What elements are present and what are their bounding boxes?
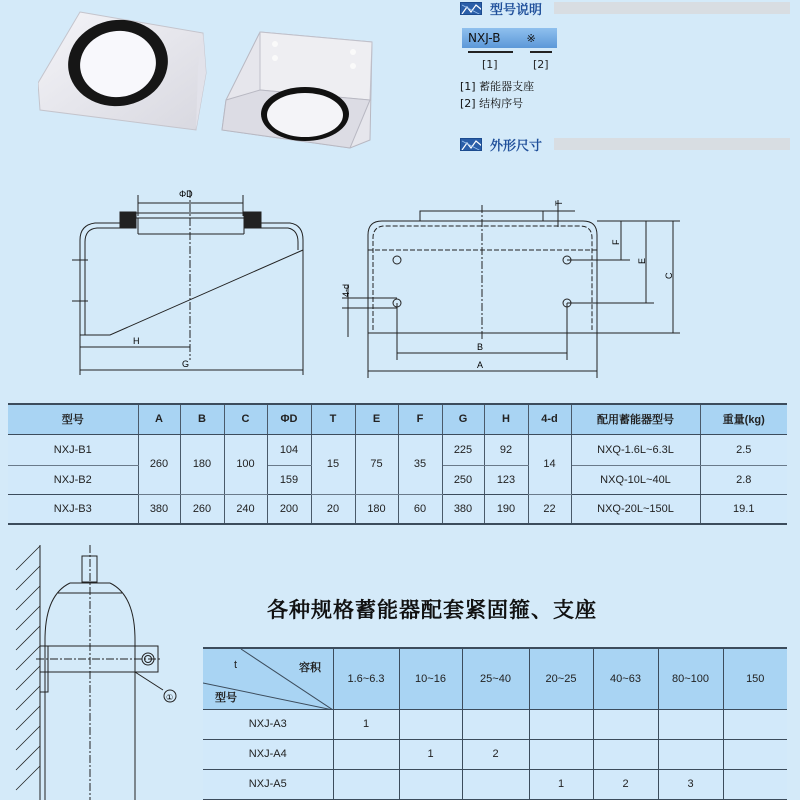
col-header: C [224,404,267,434]
cell-model: NXJ-A3 [203,709,333,739]
col-header: T [311,404,355,434]
legend-item-2: [2] 结构序号 [460,97,524,110]
cell-D: 159 [267,465,311,494]
corner-label-t: t [234,659,238,671]
dim-label-A: A [477,360,484,370]
section-title: 型号说明 [490,2,543,18]
col-header: H [484,404,528,434]
col-header: F [398,404,442,434]
cell-value [593,709,658,739]
table-row [203,739,787,769]
cell-4d: 22 [528,494,571,524]
cell-value [399,769,462,799]
cell-value [658,739,723,769]
section-header-model [460,0,790,16]
dimension-table [8,403,787,525]
dim-label-phiD: ΦD [179,189,193,199]
cell-C: 240 [224,494,267,524]
table-row [8,494,787,524]
cell-value [529,709,593,739]
cell-value: 2 [593,769,658,799]
col-header: 4-d [528,404,571,434]
cell-G: 380 [442,494,484,524]
cell-value [593,739,658,769]
col-header: 150 [723,648,787,709]
section-divider-bar [554,2,790,14]
cell-value: 1 [529,769,593,799]
model-code: NXJ-B [468,31,501,45]
col-header: 型号 [8,404,138,434]
cell-F: 35 [398,434,442,494]
product-photo-bracket-u [220,30,380,150]
cell-model: NXJ-B2 [8,465,138,494]
table-header-row [8,404,787,434]
table-row [8,434,787,465]
accumulator-clamp-drawing [0,540,200,800]
section-divider-bar [554,138,790,150]
cell-B: 260 [180,494,224,524]
cell-E: 180 [355,494,398,524]
underline-2 [530,51,552,53]
corner-label-model: 型号 [215,692,237,704]
cell-D: 200 [267,494,311,524]
col-header: 80~100 [658,648,723,709]
section-header-dimensions [460,136,790,152]
cell-value [658,709,723,739]
cell-B: 180 [180,434,224,494]
cell-model: NXJ-B3 [8,494,138,524]
cell-4d: 14 [528,434,571,494]
section-title: 外形尺寸 [490,138,543,154]
dim-label-H: H [133,336,140,346]
cell-value [723,769,787,799]
cell-weight: 19.1 [700,494,787,524]
cell-T: 20 [311,494,355,524]
cell-value: 1 [333,709,399,739]
cell-value [723,739,787,769]
cell-accumulator: NXQ-20L~150L [571,494,700,524]
index-label-1: [1] [482,58,498,71]
cell-F: 60 [398,494,442,524]
col-header: 20~25 [529,648,593,709]
front-view-drawing [330,180,690,380]
dim-label-C: C [664,272,674,279]
col-header: E [355,404,398,434]
cell-value [723,709,787,739]
cell-H: 92 [484,434,528,465]
cell-A: 380 [138,494,180,524]
map-chart-icon [460,138,482,151]
cell-G: 225 [442,434,484,465]
cell-value [462,769,529,799]
cell-weight: 2.5 [700,434,787,465]
dim-label-E: E [637,257,647,264]
col-header: G [442,404,484,434]
col-header: A [138,404,180,434]
underline-1 [468,51,513,53]
cell-value: 2 [462,739,529,769]
col-header: 1.6~6.3 [333,648,399,709]
dim-label-B: B [477,342,484,352]
col-header: 40~63 [593,648,658,709]
cell-C: 100 [224,434,267,494]
dim-label-T: T [554,200,564,206]
dim-label-F: F [611,239,621,245]
col-header: ΦD [267,404,311,434]
corner-label-volume: 容积 [299,662,321,674]
cell-T: 15 [311,434,355,494]
cell-value [462,709,529,739]
cell-accumulator: NXQ-10L~40L [571,465,700,494]
model-suffix: ※ [526,31,536,45]
clamp-section-title: 各种规格蓄能器配套紧固箍、支座 [267,598,597,622]
cell-G: 250 [442,465,484,494]
col-header: 重量(kg) [700,404,787,434]
cell-value: 1 [399,739,462,769]
corner-header [203,648,333,709]
cell-model: NXJ-B1 [8,434,138,465]
cell-E: 75 [355,434,398,494]
cell-H: 190 [484,494,528,524]
callout-label: ① [166,693,174,702]
cell-model: NXJ-A4 [203,739,333,769]
col-header: 配用蓄能器型号 [571,404,700,434]
cell-A: 260 [138,434,180,494]
table-header-row [203,648,787,709]
table-row [203,709,787,739]
side-view-drawing [60,180,320,380]
col-header: B [180,404,224,434]
cell-value [333,739,399,769]
dim-label-G: G [182,359,190,369]
cell-value [333,769,399,799]
cell-value [399,709,462,739]
clamp-table [203,647,787,800]
col-header: 10~16 [399,648,462,709]
cell-value [529,739,593,769]
map-chart-icon [460,2,482,15]
cell-accumulator: NXQ-1.6L~6.3L [571,434,700,465]
col-header: 25~40 [462,648,529,709]
table-row [203,769,787,799]
cell-D: 104 [267,434,311,465]
cell-value: 3 [658,769,723,799]
legend-item-1: [1] 蓄能器支座 [460,80,535,93]
dim-label-4d: 4-d [341,283,351,297]
cell-weight: 2.8 [700,465,787,494]
product-photo-bracket-slanted [38,8,208,133]
index-label-2: [2] [533,58,549,71]
cell-model: NXJ-A5 [203,769,333,799]
cell-H: 123 [484,465,528,494]
model-code-box [462,28,557,48]
